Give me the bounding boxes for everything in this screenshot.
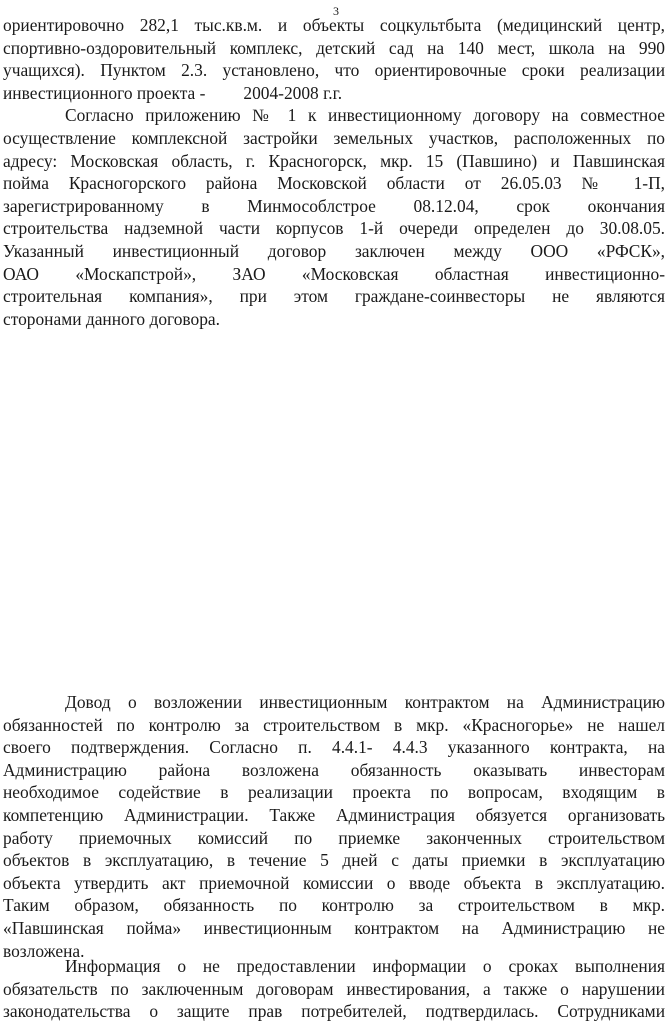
paragraph-investment-agreement — [3, 104, 665, 330]
paragraph-administration-duties — [3, 691, 665, 962]
text-line — [3, 82, 665, 105]
text-line: сторонами данного договора. — [3, 308, 220, 329]
text-line: осуществление комплексной застройки земельных участков, расположенных по — [3, 127, 665, 148]
text-line: возложена. — [3, 940, 85, 961]
text-line: спортивно-оздоровительный комплекс, детский сад на 140 мест, школа на 990 — [3, 37, 665, 58]
text-line: работу приемочных комиссий по приемке законченных строительством — [3, 827, 665, 848]
text-line: пойма Красногорского района Московской области от 26.05.03 № 1-П, — [3, 173, 665, 194]
document-text-middle — [3, 691, 665, 962]
document-text-top — [3, 14, 665, 330]
text-line: ориентировочно 282,1 тыс.кв.м. и объекты соцкультбыта (медицинский центр, — [3, 15, 665, 35]
text-line: своего подтверждения. Согласно п. 4.4.1- 4.4.3 указанного контракта, на — [3, 737, 665, 758]
text-line: необходимое содействие в реализации проекта по вопросам, входящим в — [3, 782, 665, 803]
text-line-start: инвестиционного проекта - — [3, 82, 206, 103]
text-line: Информация о не предоставлении информации о сроках выполнения — [65, 956, 665, 976]
paragraph-consumer-rights — [3, 955, 665, 1023]
text-line: «Павшинская пойма» инвестиционным контрактом на Администрацию не — [3, 917, 665, 938]
page-number: 3 — [333, 4, 339, 18]
text-line: учащихся). Пунктом 2.3. установлено, что ориентировочные сроки реализации — [3, 60, 665, 81]
text-line: объектов в эксплуатацию, в течение 5 дней с даты приемки в эксплуатацию — [3, 850, 665, 871]
document-text-bottom — [3, 955, 665, 1023]
text-line: строительная компания», при этом граждане-соинвесторы не являются — [3, 286, 665, 307]
text-line: строительства надземной части корпусов 1-й очереди определен до 30.08.05. — [3, 218, 665, 239]
text-line: компетенцию Администрации. Также Администрация обязуется организовать — [3, 804, 665, 825]
text-line: Согласно приложению № 1 к инвестиционному договору на совместное — [65, 105, 665, 126]
text-line: Таким образом, обязанность по контролю за строительством в мкр. — [3, 895, 665, 916]
text-line: зарегистрированному в Минмособлстрое 08.12.04, срок окончания — [3, 195, 665, 216]
text-line: объекта утвердить акт приемочной комиссии о вводе объекта в эксплуатацию. — [3, 872, 665, 893]
text-line: обязанностей по контролю за строительством в мкр. «Красногорье» не нашел — [3, 714, 665, 735]
text-line: Довод о возложении инвестиционным контрактом на Администрацию — [65, 692, 665, 712]
text-line: ОАО «Москапстрой», ЗАО «Московская областная инвестиционно- — [3, 263, 665, 284]
paragraph-project-terms — [3, 14, 665, 104]
project-period: 2004-2008 г.г. — [243, 82, 343, 103]
text-line: Администрацию района возложена обязанность оказывать инвесторам — [3, 759, 665, 780]
text-line: обязательств по заключенным договорам инвестирования, а также о нарушении — [3, 978, 665, 999]
text-line: законодательства о защите прав потребителей, подтвердилась. Сотрудниками — [3, 1001, 665, 1022]
text-line: Указанный инвестиционный договор заключен между ООО «РФСК», — [3, 240, 665, 261]
text-line: адресу: Московская область, г. Красногорск, мкр. 15 (Павшино) и Павшинская — [3, 150, 665, 171]
